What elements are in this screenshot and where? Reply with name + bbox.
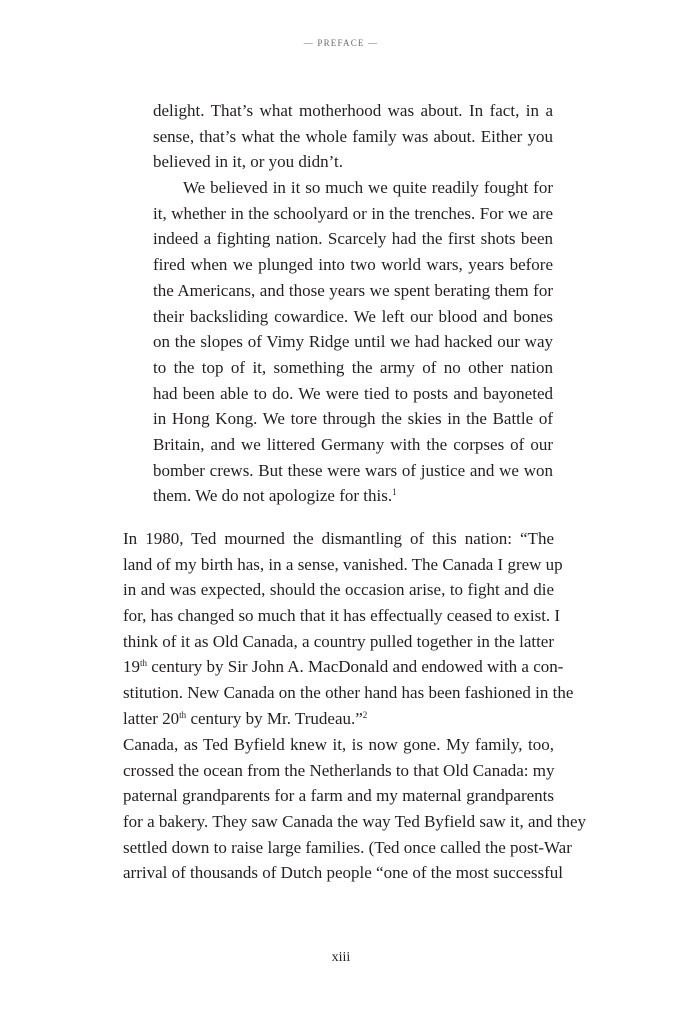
para2-line: for a bakery. They saw Canada the way Ted Byfield saw it, and they — [123, 812, 587, 832]
quote-line: it, whether in the schoolyard or in the trenches. For we are — [153, 203, 553, 223]
quote-line: indeed a fighting nation. Scarcely had the first shots been — [153, 229, 553, 249]
para2-line: Canada, as Ted Byfield knew it, is now gone. My family, too, — [123, 735, 554, 754]
para2-line: settled down to raise large families. (Ted once called the post-War — [123, 837, 572, 857]
para1-text: latter 20 — [123, 708, 180, 728]
quote-line: fired when we plunged into two world wars, years before — [153, 255, 553, 275]
quote-line: the Americans, and those years we spent berating them for — [153, 280, 553, 300]
quote-line: on the slopes of Vimy Ridge until we had hacked our way — [153, 332, 553, 352]
ordinal-suffix: th — [140, 658, 148, 669]
paragraph-2 — [123, 732, 587, 886]
quote-text: them. We do not apologize for this. — [153, 486, 393, 506]
para1-line: for, has changed so much that it has effectually ceased to exist. I — [123, 606, 561, 626]
para1-text: century by Sir John A. MacDonald and endowed with a con- — [147, 657, 564, 677]
footnote-ref-1[interactable]: 1 — [392, 487, 397, 498]
para1-line: land of my birth has, in a sense, vanished. The Canada I grew up — [123, 554, 563, 574]
para2-line: crossed the ocean from the Netherlands to that Old Canada: my — [123, 760, 555, 780]
quote-line: to the top of it, something the army of no other nation — [153, 357, 553, 377]
quote-line: delight. That’s what motherhood was about. In fact, in a — [153, 101, 553, 120]
para1-text: 19 — [123, 657, 140, 677]
quote-line: bomber crews. But these were wars of justice and we won — [153, 460, 553, 480]
para1-line: In 1980, Ted mourned the dismantling of this nation: “The — [123, 529, 554, 548]
quote-line-last — [153, 483, 553, 509]
para2-line: arrival of thousands of Dutch people “one of the most successful — [123, 863, 563, 883]
quote-line: sense, that’s what the whole family was about. Either you — [153, 126, 553, 146]
page-number: xiii — [331, 950, 351, 965]
quote-line: We believed in it so much we quite readily fought for — [183, 178, 553, 198]
para1-line: think of it as Old Canada, a country pulled together in the latter — [123, 631, 555, 651]
para2-line: paternal grandparents for a farm and my maternal grandparents — [123, 786, 554, 806]
quote-line: had been able to do. We were tied to posts and bayoneted — [153, 383, 553, 403]
paragraph-1 — [123, 526, 574, 732]
quote-line: their backsliding cowardice. We left our blood and bones — [153, 306, 553, 326]
para1-line: stitution. New Canada on the other hand has been fashioned in the — [123, 683, 574, 703]
quote-line: Britain, and we littered Germany with the corpses of our — [153, 434, 553, 454]
quote-line: believed in it, or you didn’t. — [153, 152, 343, 172]
running-head: — PREFACE — — [303, 38, 379, 48]
para1-line — [123, 654, 564, 680]
para1-line-last — [123, 706, 554, 732]
para1-line: in and was expected, should the occasion arise, to fight and die — [123, 580, 554, 600]
para1-text: century by Mr. Trudeau.” — [186, 708, 363, 728]
quote-line: in Hong Kong. We tore through the skies in the Battle of — [153, 409, 553, 429]
ordinal-suffix: th — [179, 709, 187, 720]
footnote-ref-2[interactable]: 2 — [362, 709, 368, 720]
block-quote — [153, 98, 553, 509]
